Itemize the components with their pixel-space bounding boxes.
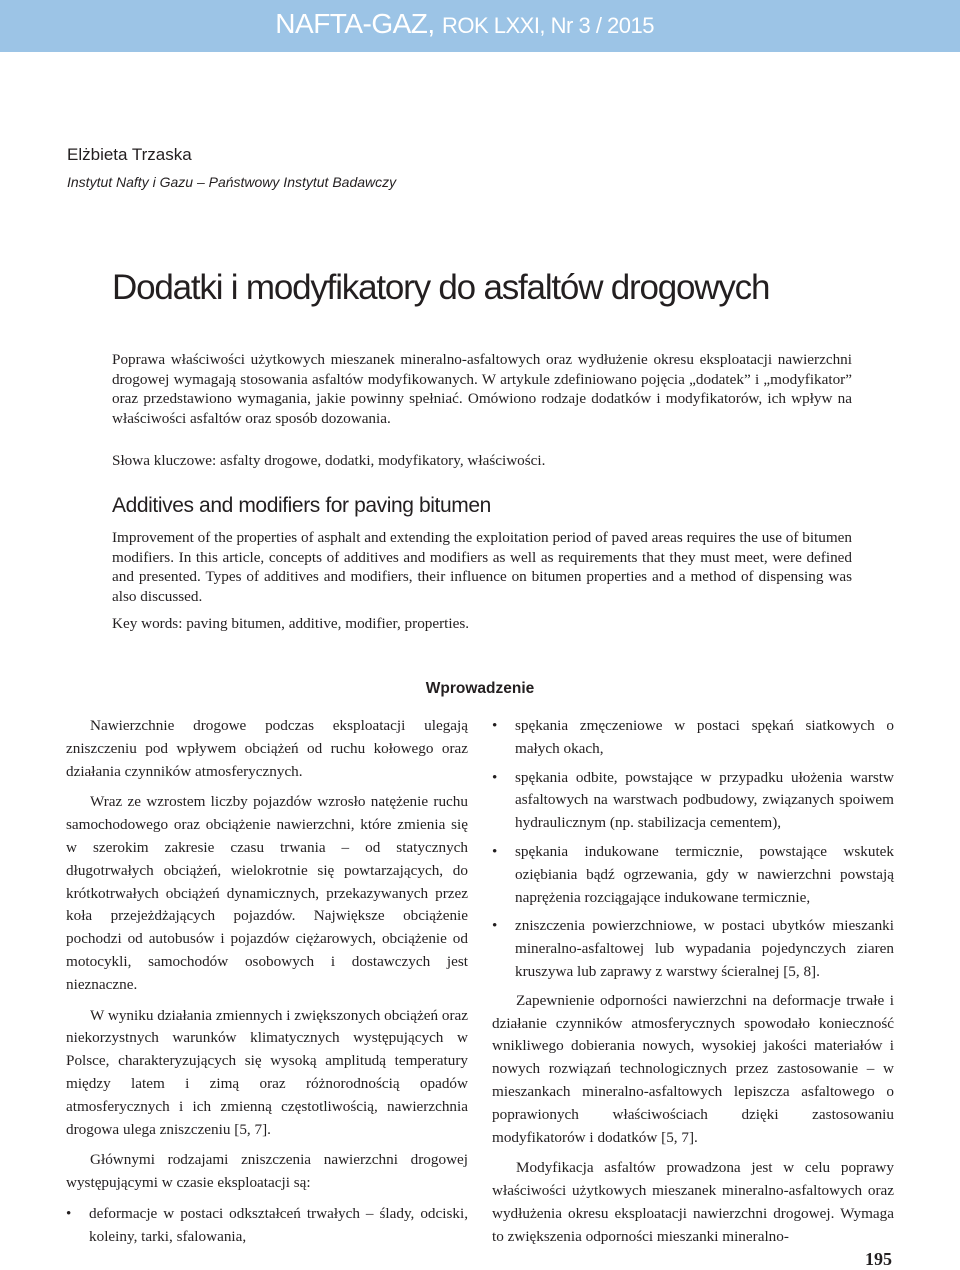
abstract-en (112, 528, 852, 606)
bullet-icon: • (492, 842, 498, 860)
abstract-pl (112, 350, 852, 428)
abstract-en-text: Improvement of the properties of asphalt and extending the exploitation period of paved areas requires the use of bitumen modifiers. In this article, concepts of additives and modifiers as well as requirements that they must meet, were defined and presented. Types of additives and modifiers, their influence on bitumen properties and a method of dispensing was also discussed. (112, 529, 852, 605)
journal-name: NAFTA-GAZ, (275, 8, 435, 39)
page-number: 195 (865, 1249, 892, 1269)
list-item (492, 767, 894, 835)
journal-header (275, 8, 654, 40)
keywords-pl (112, 451, 852, 471)
bullet-icon: • (492, 917, 498, 935)
list-item (492, 841, 894, 909)
paragraph: Zapewnienie odporności nawierzchni na deformacje trwałe i działanie czynników atmosferycznych spowodało konieczność wnikliwego dobierania nowych, wysokiej jakości materiałów i nowych rozwiązań technologicznych przez zastosowanie – w mieszankach mineralno-asfaltowych lepiszcza asfaltowego o poprawionych właściwościach dzięki zastosowaniu modyfikatorów i dodatków [5, 7]. (492, 991, 894, 1146)
keywords-pl-text: Słowa kluczowe: asfalty drogowe, dodatki, modyfikatory, właściwości. (112, 452, 546, 469)
paragraph: Modyfikacja asfaltów prowadzona jest w celu poprawy właściwości użytkowych mieszanek mineralno-asfaltowych oraz wydłużenia okresu eksploatacji nawierzchni drogowej. Wymaga to zwiększenia odporności mieszanki mineralno- (492, 1159, 894, 1245)
list-item-text: spękania odbite, powstające w przypadku ułożenia warstw asfaltowych na warstwach podbudowy, związanych spoiwem hydraulicznym (np. stabilizacja cementem), (515, 768, 894, 832)
body-column-right (492, 715, 894, 1257)
bullet-icon: • (492, 768, 498, 786)
bullet-icon: • (66, 1204, 72, 1222)
keywords-en-text: Key words: paving bitumen, additive, modifier, properties. (112, 615, 470, 632)
list-item (492, 915, 894, 983)
keywords-en (112, 614, 852, 634)
list-item-text: zniszczenia powierzchniowe, w postaci ubytków mieszanki mineralno-asfaltowej lub wypadania pojedynczych ziaren kruszywa lub zaprawy z warstwy ścieralnej [5, 8]. (515, 917, 894, 980)
paragraph: W wyniku działania zmiennych i zwiększonych obciążeń oraz niekorzystnych warunków klimatycznych występujących w Polsce, charakteryzujących się wysoką amplitudą temperatury między latem i zimą oraz różnorodnością opadów atmosferycznych i ich zmienną częstotliwością, nawierzchnia drogowa ulega zniszczeniu [5, 7]. (66, 1006, 468, 1138)
bullet-icon: • (492, 717, 498, 734)
author-name: Elżbieta Trzaska (67, 145, 192, 164)
damage-types-list (66, 1203, 468, 1249)
author-affiliation: Instytut Nafty i Gazu – Państwowy Instytut Badawczy (67, 174, 397, 190)
list-item (66, 1203, 468, 1249)
list-item-text: spękania zmęczeniowe w postaci spękań siatkowych o małych okach, (515, 717, 894, 757)
article-title-en: Additives and modifiers for paving bitumen (112, 494, 491, 517)
damage-types-list-continued (492, 715, 894, 984)
journal-issue: ROK LXXI, Nr 3 / 2015 (441, 13, 654, 38)
abstract-pl-text: Poprawa właściwości użytkowych mieszanek mineralno-asfaltowych oraz wydłużenie okresu eksploatacji nawierzchni drogowej wymagają stosowania asfaltów modyfikowanych. W artykule zdefiniowano pojęcia „dodatek” i „modyfikator” oraz przedstawiono wymagania, jakie powinny spełniać. Omówiono rodzaje dodatków i modyfikatorów, ich wpływ na właściwości asfaltów oraz sposób dozowania. (112, 351, 852, 427)
list-item-text: spękania indukowane termicznie, powstające wskutek oziębiania bądź ogrzewania, gdy w nawierzchni powstają naprężenia rozciągające indukowane termicznie, (515, 842, 894, 906)
section-heading-introduction: Wprowadzenie (425, 680, 535, 697)
paragraph: Nawierzchnie drogowe podczas eksploatacji ulegają zniszczeniu pod wpływem obciążeń od ruchu kołowego oraz działania czynników atmosferycznych. (66, 717, 468, 780)
list-item-text: deformacje w postaci odkształceń trwałych – ślady, odciski, koleiny, tarki, sfalowania, (89, 1204, 468, 1245)
article-title-pl: Dodatki i modyfikatory do asfaltów drogowych (112, 268, 770, 307)
body-column-left (66, 715, 468, 1255)
paragraph: Wraz ze wzrostem liczby pojazdów wzrosło natężenie ruchu samochodowego oraz obciążenie nawierzchni, które zmienia się w szerokim zakresie czasu trwania – od statycznych długotrwałych obciążeń, wielokrotnie się powtarzających, do krótkotrwałych obciążeń dynamicznych, przekazywanych przez koła przejeżdżających pojazdów. Największe obciążenie pochodzi od autobusów i pojazdów ciężarowych, obciążenie od motocykli, samochodów osobowych i dostawczych jest nieznaczne. (66, 793, 468, 993)
list-item (492, 715, 894, 761)
paragraph: Głównymi rodzajami zniszczenia nawierzchni drogowej występującymi w czasie eksploatacji są: (66, 1151, 468, 1192)
